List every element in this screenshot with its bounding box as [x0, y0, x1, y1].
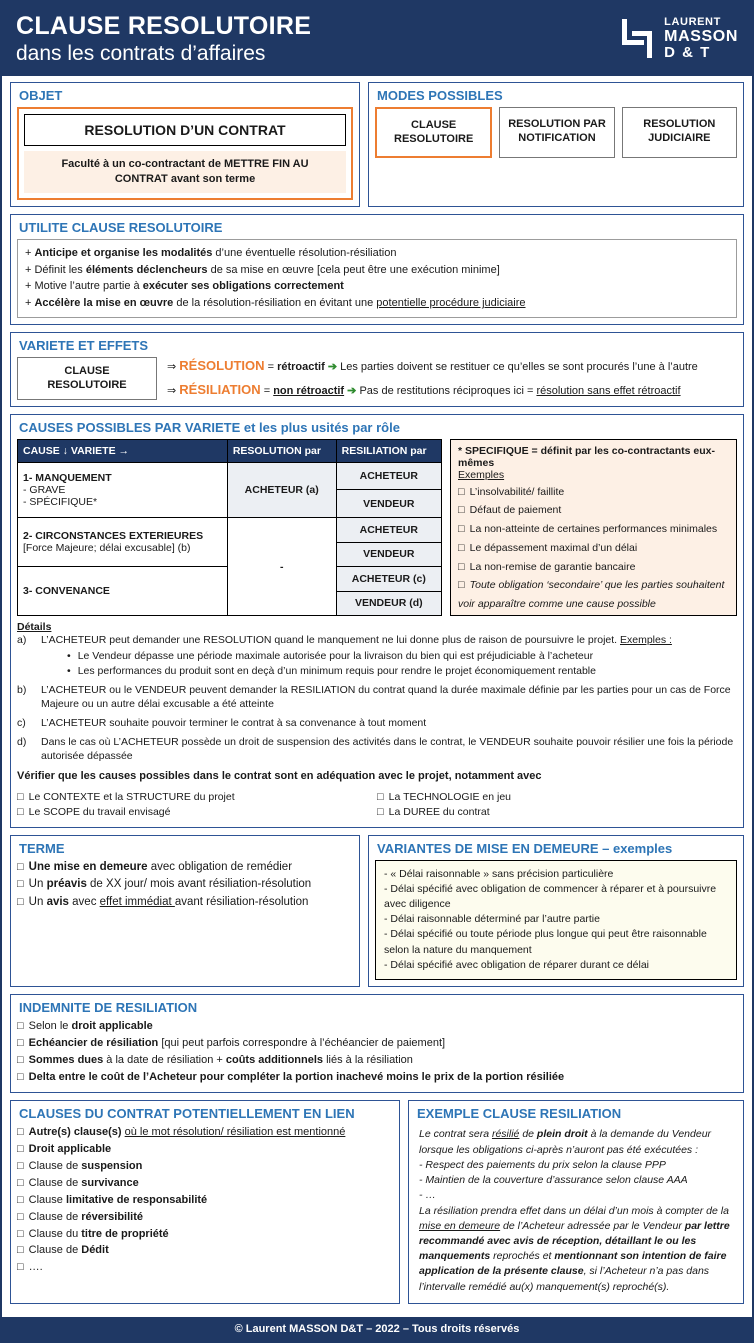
cause-1-label: 1- MANQUEMENT: [23, 471, 112, 484]
checklist-right: [377, 788, 511, 821]
variantes-title: VARIANTES DE MISE EN DEMEURE – exemples: [377, 840, 673, 856]
table-row: [18, 462, 442, 490]
utilite-box: [17, 239, 737, 318]
list-item[interactable]: □ La TECHNOLOGIE en jeu: [377, 791, 511, 803]
list-item[interactable]: □ Selon le droit applicable: [17, 1019, 737, 1034]
utilite-item: + Motive l’autre partie à exécuter ses obligations correctement: [25, 280, 344, 293]
detail-bullet: • Les performances du produit sont en deçà d’un minimum requis pour rendre le projet économiquement rentable: [67, 664, 672, 678]
list-item[interactable]: □ Une mise en demeure avec obligation de remédier: [17, 860, 353, 876]
modes-list: [375, 107, 737, 158]
list-item[interactable]: □ Le SCOPE du travail envisagé: [17, 806, 347, 818]
arrow-right-icon: ⇒: [167, 360, 177, 373]
list-item[interactable]: □ Clause limitative de responsabilité: [17, 1193, 393, 1208]
detail-text: L’ACHETEUR souhaite pouvoir terminer le contrat à sa convenance à tout moment: [41, 717, 427, 730]
detail-letter: d): [17, 736, 27, 749]
list-item[interactable]: □ Clause de réversibilité: [17, 1210, 393, 1225]
list-item[interactable]: □ Autre(s) clause(s) où le mot résolution/ résiliation est mentionné: [17, 1125, 393, 1140]
clauses-lien-panel: [10, 1100, 400, 1303]
page-title: CLAUSE RESOLUTOIRE: [16, 11, 312, 40]
objet-panel: [10, 82, 360, 207]
cell-cause-3: [18, 567, 228, 616]
list-item[interactable]: □ La non-remise de garantie bancaire: [458, 561, 729, 575]
exemple-panel: [408, 1100, 744, 1303]
exemple-title: EXEMPLE CLAUSE RESILIATION: [417, 1106, 622, 1122]
table-header-row: [18, 439, 442, 462]
cell-resolution-1: ACHETEUR (a): [227, 462, 336, 517]
specifique-panel: [450, 439, 737, 617]
detail-a: [17, 633, 737, 678]
detail-c: [17, 716, 737, 730]
col-resiliation: RESILIATION par: [336, 439, 441, 462]
page-subtitle: dans les contrats d’affaires: [16, 42, 266, 66]
mode-option-resolution-judiciaire[interactable]: RESOLUTION JUDICIAIRE: [622, 107, 737, 158]
logo-mark-icon: [620, 17, 656, 61]
verification-text: Vérifier que les causes possibles dans le contrat sont en adéquation avec le projet, notamment avec: [17, 769, 542, 782]
list-item[interactable]: □ Clause du titre de propriété: [17, 1227, 393, 1242]
terme-variantes-row: [10, 835, 744, 995]
variante-line: - Délai spécifié avec obligation de réparer durant ce délai: [384, 958, 649, 971]
clauses-lien-list: [17, 1125, 393, 1275]
list-item[interactable]: □ ….: [17, 1260, 393, 1275]
list-item[interactable]: □ La non-atteinte de certaines performances minimales: [458, 523, 729, 537]
cause-1-sub-1: - GRAVE: [23, 483, 66, 496]
detail-letter: c): [17, 717, 26, 730]
list-item[interactable]: □ L’insolvabilité/ faillite: [458, 486, 729, 500]
cell-resiliation-2b: VENDEUR: [336, 542, 441, 567]
variete-line-resiliation: ⇒ RÉSILIATION = non rétroactif ➔ Pas de restitutions réciproques ici = résolution sans effet rétroactif: [167, 381, 681, 397]
variete-resolution-word: RÉSOLUTION: [179, 357, 265, 373]
bottom-row: [10, 1100, 744, 1310]
causes-panel: [10, 414, 744, 828]
variete-row: [17, 357, 737, 400]
list-item[interactable]: □ Clause de Dédit: [17, 1243, 393, 1258]
utilite-item: + Définit les éléments déclencheurs de sa mise en œuvre [cela peut être une exécution minime]: [25, 263, 500, 276]
utilite-item: + Anticipe et organise les modalités d’une éventuelle résolution-résiliation: [25, 246, 397, 259]
variete-title: VARIETE ET EFFETS: [19, 338, 149, 354]
list-item[interactable]: □ Toute obligation ‘secondaire’ que les parties souhaitent: [458, 579, 729, 593]
list-item[interactable]: □ Clause de suspension: [17, 1159, 393, 1174]
specifique-examples-label: Exemples: [458, 468, 505, 481]
arrow-right-icon: ⇒: [167, 384, 177, 397]
list-item[interactable]: □ Clause de survivance: [17, 1176, 393, 1191]
cell-cause-1: [18, 462, 228, 517]
objet-title: OBJET: [19, 88, 63, 103]
terme-list: [17, 860, 353, 911]
details-label: Détails: [17, 621, 52, 634]
list-item[interactable]: □ Sommes dues à la date de résiliation + coûts additionnels liés à la résiliation: [17, 1053, 737, 1068]
exemple-box: [415, 1125, 737, 1296]
cell-resiliation-3a: ACHETEUR (c): [336, 567, 441, 592]
causes-row: [17, 439, 737, 617]
indemnite-panel: [10, 994, 744, 1093]
list-item[interactable]: □ Défaut de paiement: [458, 504, 729, 518]
utilite-list: [25, 246, 729, 311]
details-section: [17, 621, 737, 820]
col-cause: CAUSE ↓ VARIETE →: [18, 439, 228, 462]
variantes-panel: [368, 835, 744, 988]
objet-sub-label: Faculté à un co-contractant de METTRE FIN AU CONTRAT avant son terme: [24, 151, 346, 193]
cell-resiliation-1a: ACHETEUR: [336, 462, 441, 490]
variante-line: - « Délai raisonnable » sans précision particulière: [384, 867, 614, 880]
modes-title: MODES POSSIBLES: [377, 88, 503, 103]
variete-resiliation-word: RÉSILIATION: [179, 381, 261, 397]
indemnite-title: INDEMNITE DE RESILIATION: [19, 1000, 198, 1016]
arrow-icon: ➔: [327, 360, 338, 373]
detail-text: L’ACHETEUR ou le VENDEUR peuvent demander la RESILIATION du contrat quand la durée maximale définie par les parties pour un cas de Force Majeure ou un autre délai excusable a été atteinte: [41, 683, 731, 710]
causes-table: [17, 439, 442, 617]
exemple-paragraph: - Maintien de la couverture d’assurance selon clause AAA: [419, 1174, 688, 1187]
terme-title: TERME: [19, 840, 65, 856]
verification-checklists: [17, 788, 737, 821]
variante-line: - Délai spécifié avec obligation de commencer à réparer et à poursuivre avec diligence: [384, 882, 717, 910]
list-item[interactable]: □ Le dépassement maximal d’un délai: [458, 542, 729, 556]
list-item[interactable]: □ Droit applicable: [17, 1142, 393, 1157]
detail-letter: b): [17, 683, 27, 696]
cell-resiliation-2a: ACHETEUR: [336, 518, 441, 543]
checklist-left: [17, 788, 347, 821]
page-header: [2, 2, 752, 76]
objet-main-label: RESOLUTION D’UN CONTRAT: [24, 114, 346, 146]
variete-lines: [167, 357, 737, 400]
specifique-footer: voir apparaître comme une cause possible: [458, 598, 656, 611]
exemple-paragraph: Le contrat sera résilié de plein droit à la demande du Vendeur lorsque les obligations ci-après n’auront pas été exécutées :: [419, 1128, 712, 1156]
utilite-title: UTILITE CLAUSE RESOLUTOIRE: [19, 219, 223, 235]
detail-text: Dans le cas où L’ACHETEUR possède un droit de suspension des activités dans le contrat, le VENDEUR souhaite pouvoir résilier une fois la période autorisée dépassée: [41, 736, 734, 763]
variete-panel: [10, 332, 744, 407]
list-item[interactable]: □ La DUREE du contrat: [377, 806, 511, 818]
col-resolution: RESOLUTION par: [227, 439, 336, 462]
exemple-paragraph: La résiliation prendra effet dans un délai d’un mois à compter de la mise en demeure de l’Acheteur adressée par le Vendeur par lettre recommandé avec avis de réception, détaillant le ou les manquements reprochés et mentionnant son intention de faire application de la présente clause, si l’Acheteur n’a pas dans l’intervalle remédié au(x) manquement(s) reproché(s).: [419, 1204, 730, 1293]
utilite-item: + Accélère la mise en œuvre de la résolution-résiliation en évitant une potentielle procédure judiciaire: [25, 297, 526, 310]
cell-cause-2: [18, 518, 228, 567]
detail-d: [17, 735, 737, 763]
brand-logo: [620, 17, 738, 61]
page-footer: © Laurent MASSON D&T – 2022 – Tous droits réservés: [2, 1317, 752, 1341]
cause-1-sub-2: - SPÉCIFIQUE*: [23, 495, 98, 508]
logo-line-1: LAURENT: [664, 15, 721, 28]
cause-2-label: 2- CIRCONSTANCES EXTERIEURES: [23, 530, 204, 543]
list-item[interactable]: □ Un avis avec effet immédiat avant résiliation-résolution: [17, 895, 353, 911]
variante-line: - Délai spécifié ou toute période plus longue qui peut être raisonnable selon la nature du manquement: [384, 928, 707, 956]
clauses-lien-title: CLAUSES DU CONTRAT POTENTIELLEMENT EN LIEN: [19, 1106, 355, 1122]
cell-resiliation-1b: VENDEUR: [336, 490, 441, 518]
terme-panel: [10, 835, 360, 988]
variantes-box: [375, 860, 737, 981]
header-titles: [16, 13, 311, 66]
list-item[interactable]: □ Le CONTEXTE et la STRUCTURE du projet: [17, 791, 347, 803]
detail-letter: a): [17, 634, 27, 647]
cell-resiliation-3b: VENDEUR (d): [336, 591, 441, 616]
exemple-paragraph: - Respect des paiements du prix selon la clause PPP: [419, 1158, 666, 1171]
causes-title: CAUSES POSSIBLES PAR VARIETE et les plus usités par rôle: [19, 419, 400, 435]
mode-option-resolution-notification[interactable]: RESOLUTION PAR NOTIFICATION: [499, 107, 614, 158]
list-item[interactable]: □ Un préavis de XX jour/ mois avant résiliation-résolution: [17, 877, 353, 893]
detail-bullets: [67, 649, 672, 677]
variete-line-resolution: ⇒ RÉSOLUTION = rétroactif ➔ Les parties doivent se restituer ce qu’elles se sont procurés l’une à l’autre: [167, 357, 698, 373]
logo-text: [664, 17, 738, 61]
utilite-panel: [10, 214, 744, 325]
modes-panel: [368, 82, 744, 207]
arrow-icon: ➔: [347, 384, 357, 397]
cause-3-label: 3- CONVENANCE: [23, 585, 110, 598]
table-row: [18, 518, 442, 543]
objet-box: [17, 107, 353, 200]
variete-clause-box: CLAUSE RESOLUTOIRE: [17, 357, 157, 400]
exemple-paragraph: - …: [419, 1189, 436, 1202]
indemnite-list: [17, 1019, 737, 1084]
content-wrap: [2, 76, 752, 1311]
list-item[interactable]: □ Delta entre le coût de l’Acheteur pour compléter la portion inachevé moins le prix de la portion résiliée: [17, 1070, 737, 1085]
cause-2-sub-1: [Force Majeure; délai excusable] (b): [23, 542, 191, 555]
mode-option-clause-resolutoire[interactable]: CLAUSE RESOLUTOIRE: [375, 107, 492, 158]
logo-line-3: D & T: [664, 44, 711, 62]
detail-text: L’ACHETEUR peut demander une RESOLUTION quand le manquement ne lui donne plus de raison de poursuivre le projet. Exemples : • Le Vendeur dépasse une période maximale autorisée pour la livraison du bien qui est préjudiciable à l’acheteur • Les performances du produit sont en deçà d’un minimum requis pour rendre le projet économiquement rentable: [41, 633, 672, 678]
detail-bullet: • Le Vendeur dépasse une période maximale autorisée pour la livraison du bien qui est préjudiciable à l’acheteur: [67, 649, 672, 663]
list-item[interactable]: □ Echéancier de résiliation [qui peut parfois correspondre à l’échéancier de paiement]: [17, 1036, 737, 1051]
specifique-header: * SPECIFIQUE = définit par les co-contractants eux-mêmes: [458, 444, 716, 469]
detail-b: [17, 683, 737, 711]
objet-modes-row: [10, 82, 744, 214]
logo-line-2: MASSON: [664, 27, 738, 45]
cell-resolution-2: -: [227, 518, 336, 616]
specifique-list: [458, 486, 729, 594]
variante-line: - Délai raisonnable déterminé par l’autre partie: [384, 913, 600, 926]
